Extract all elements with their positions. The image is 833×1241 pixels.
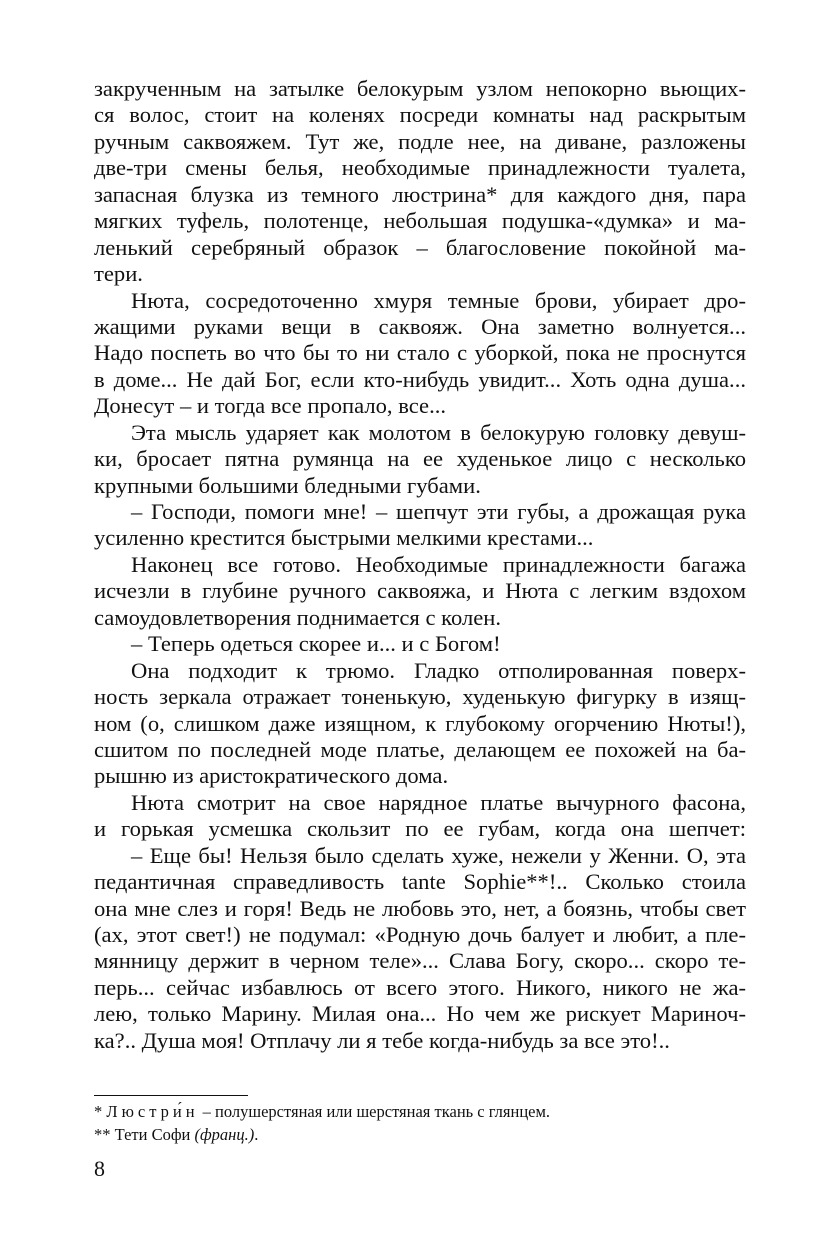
footnote-1-text: – полушерстяная или шерстяная ткань с глянцем. <box>198 1102 551 1121</box>
text-line: Нюта смотрит на свое нарядное платье вычурного фасона, <box>131 789 746 815</box>
body-text <box>94 76 746 1054</box>
text-line: исчезли в глубине ручного саквояжа, и Нюта с легким вздохом <box>94 578 746 604</box>
text-line: ность зеркала отражает тоненькую, худенькую фигурку в изящ- <box>94 684 746 710</box>
text-line: тери. <box>94 261 143 287</box>
footnote-2-italic: (франц.) <box>194 1125 255 1144</box>
text-line: Надо поспеть во что бы то ни стало с уборкой, пока не проснутся <box>94 340 746 366</box>
text-line: сшитом по последней моде платье, делающем ее похожей на ба- <box>94 736 746 762</box>
text-line: (ах, этот свет!) не подумал: «Родную дочь балует и любит, а пле- <box>94 922 746 947</box>
text-line: Наконец все готово. Необходимые принадлежности багажа <box>131 551 746 577</box>
text-line: запасная блузка из темного люстрина* для каждого дня, пара <box>94 181 746 207</box>
text-line: мягких туфель, полотенце, небольшая подушка-«думка» и ма- <box>94 208 746 234</box>
text-line: Она подходит к трюмо. Гладко отполированная поверх- <box>131 657 746 683</box>
text-line: в доме... Не дай Бог, если кто-нибудь увидит... Хоть одна душа... <box>94 366 746 392</box>
text-line: лею, только Марину. Милая она... Но чем же рискует Мариноч- <box>94 1001 746 1027</box>
text-line: перь... сейчас избавлюсь от всего этого. Никого, никого не жа- <box>94 974 746 1000</box>
text-line: ка?.. Душа моя! Отплачу ли я тебе когда-нибудь за все это!.. <box>94 1027 670 1053</box>
page-number: 8 <box>94 1156 105 1181</box>
footnote-1-term: Люстри́н <box>106 1102 199 1121</box>
text-line: усиленно крестится быстрыми мелкими крестами... <box>94 525 594 551</box>
text-line: она мне слез и горя! Ведь не любовь это, нет, а боязнь, чтобы свет <box>94 895 746 921</box>
footnote-1-mark: * <box>94 1102 107 1121</box>
text-line: – Господи, помоги мне! – шепчут эти губы, а дрожащая рука <box>131 499 746 524</box>
text-line: мянницу держит в черном теле»... Слава Богу, скоро... скоро те- <box>94 948 746 974</box>
footnote-2 <box>94 1125 258 1145</box>
text-line: закрученным на затылке белокурым узлом непокорно вьющих- <box>94 76 746 101</box>
text-line: – Еще бы! Нельзя было сделать хуже, нежели у Женни. О, эта <box>131 842 746 868</box>
text-line: две-три смены белья, необходимые принадлежности туалета, <box>94 155 746 181</box>
text-line: ном (о, слишком даже изящном, к глубокому огорчению Нюты!), <box>94 710 746 736</box>
text-line: ленький серебряный образок – благословение покойной ма- <box>94 234 746 260</box>
text-line: ки, бросает пятна румянца на ее худенькое лицо с несколько <box>94 446 746 472</box>
text-line: ручным саквояжем. Тут же, подле нее, на диване, разложены <box>94 128 746 154</box>
text-line: жащими руками вещи в саквояж. Она заметно волнуется... <box>94 313 746 339</box>
footnote-2-text: ** Тети Софи <box>94 1125 195 1144</box>
text-line: крупными большими бледными губами. <box>94 472 481 498</box>
text-line: и горькая усмешка скользит по ее губам, когда она шепчет: <box>94 816 746 842</box>
footnote-divider <box>94 1095 248 1096</box>
text-line: Нюта, сосредоточенно хмуря темные брови, убирает дро- <box>131 287 746 313</box>
text-line: Донесут – и тогда все пропало, все... <box>94 393 447 419</box>
footnote-2-end: . <box>254 1125 259 1144</box>
text-line: ся волос, стоит на коленях посреди комнаты над раскрытым <box>94 102 746 128</box>
text-line: педантичная справедливость tante Sophie**!.. Сколько стоила <box>94 869 746 895</box>
footnote-1 <box>94 1102 550 1122</box>
text-line: – Теперь одеться скорее и... и с Богом! <box>131 631 501 657</box>
text-line: рышню из аристократического дома. <box>94 763 449 789</box>
text-line: самоудовлетворения поднимается с колен. <box>94 604 502 630</box>
text-line: Эта мысль ударяет как молотом в белокурую головку девуш- <box>131 419 746 445</box>
